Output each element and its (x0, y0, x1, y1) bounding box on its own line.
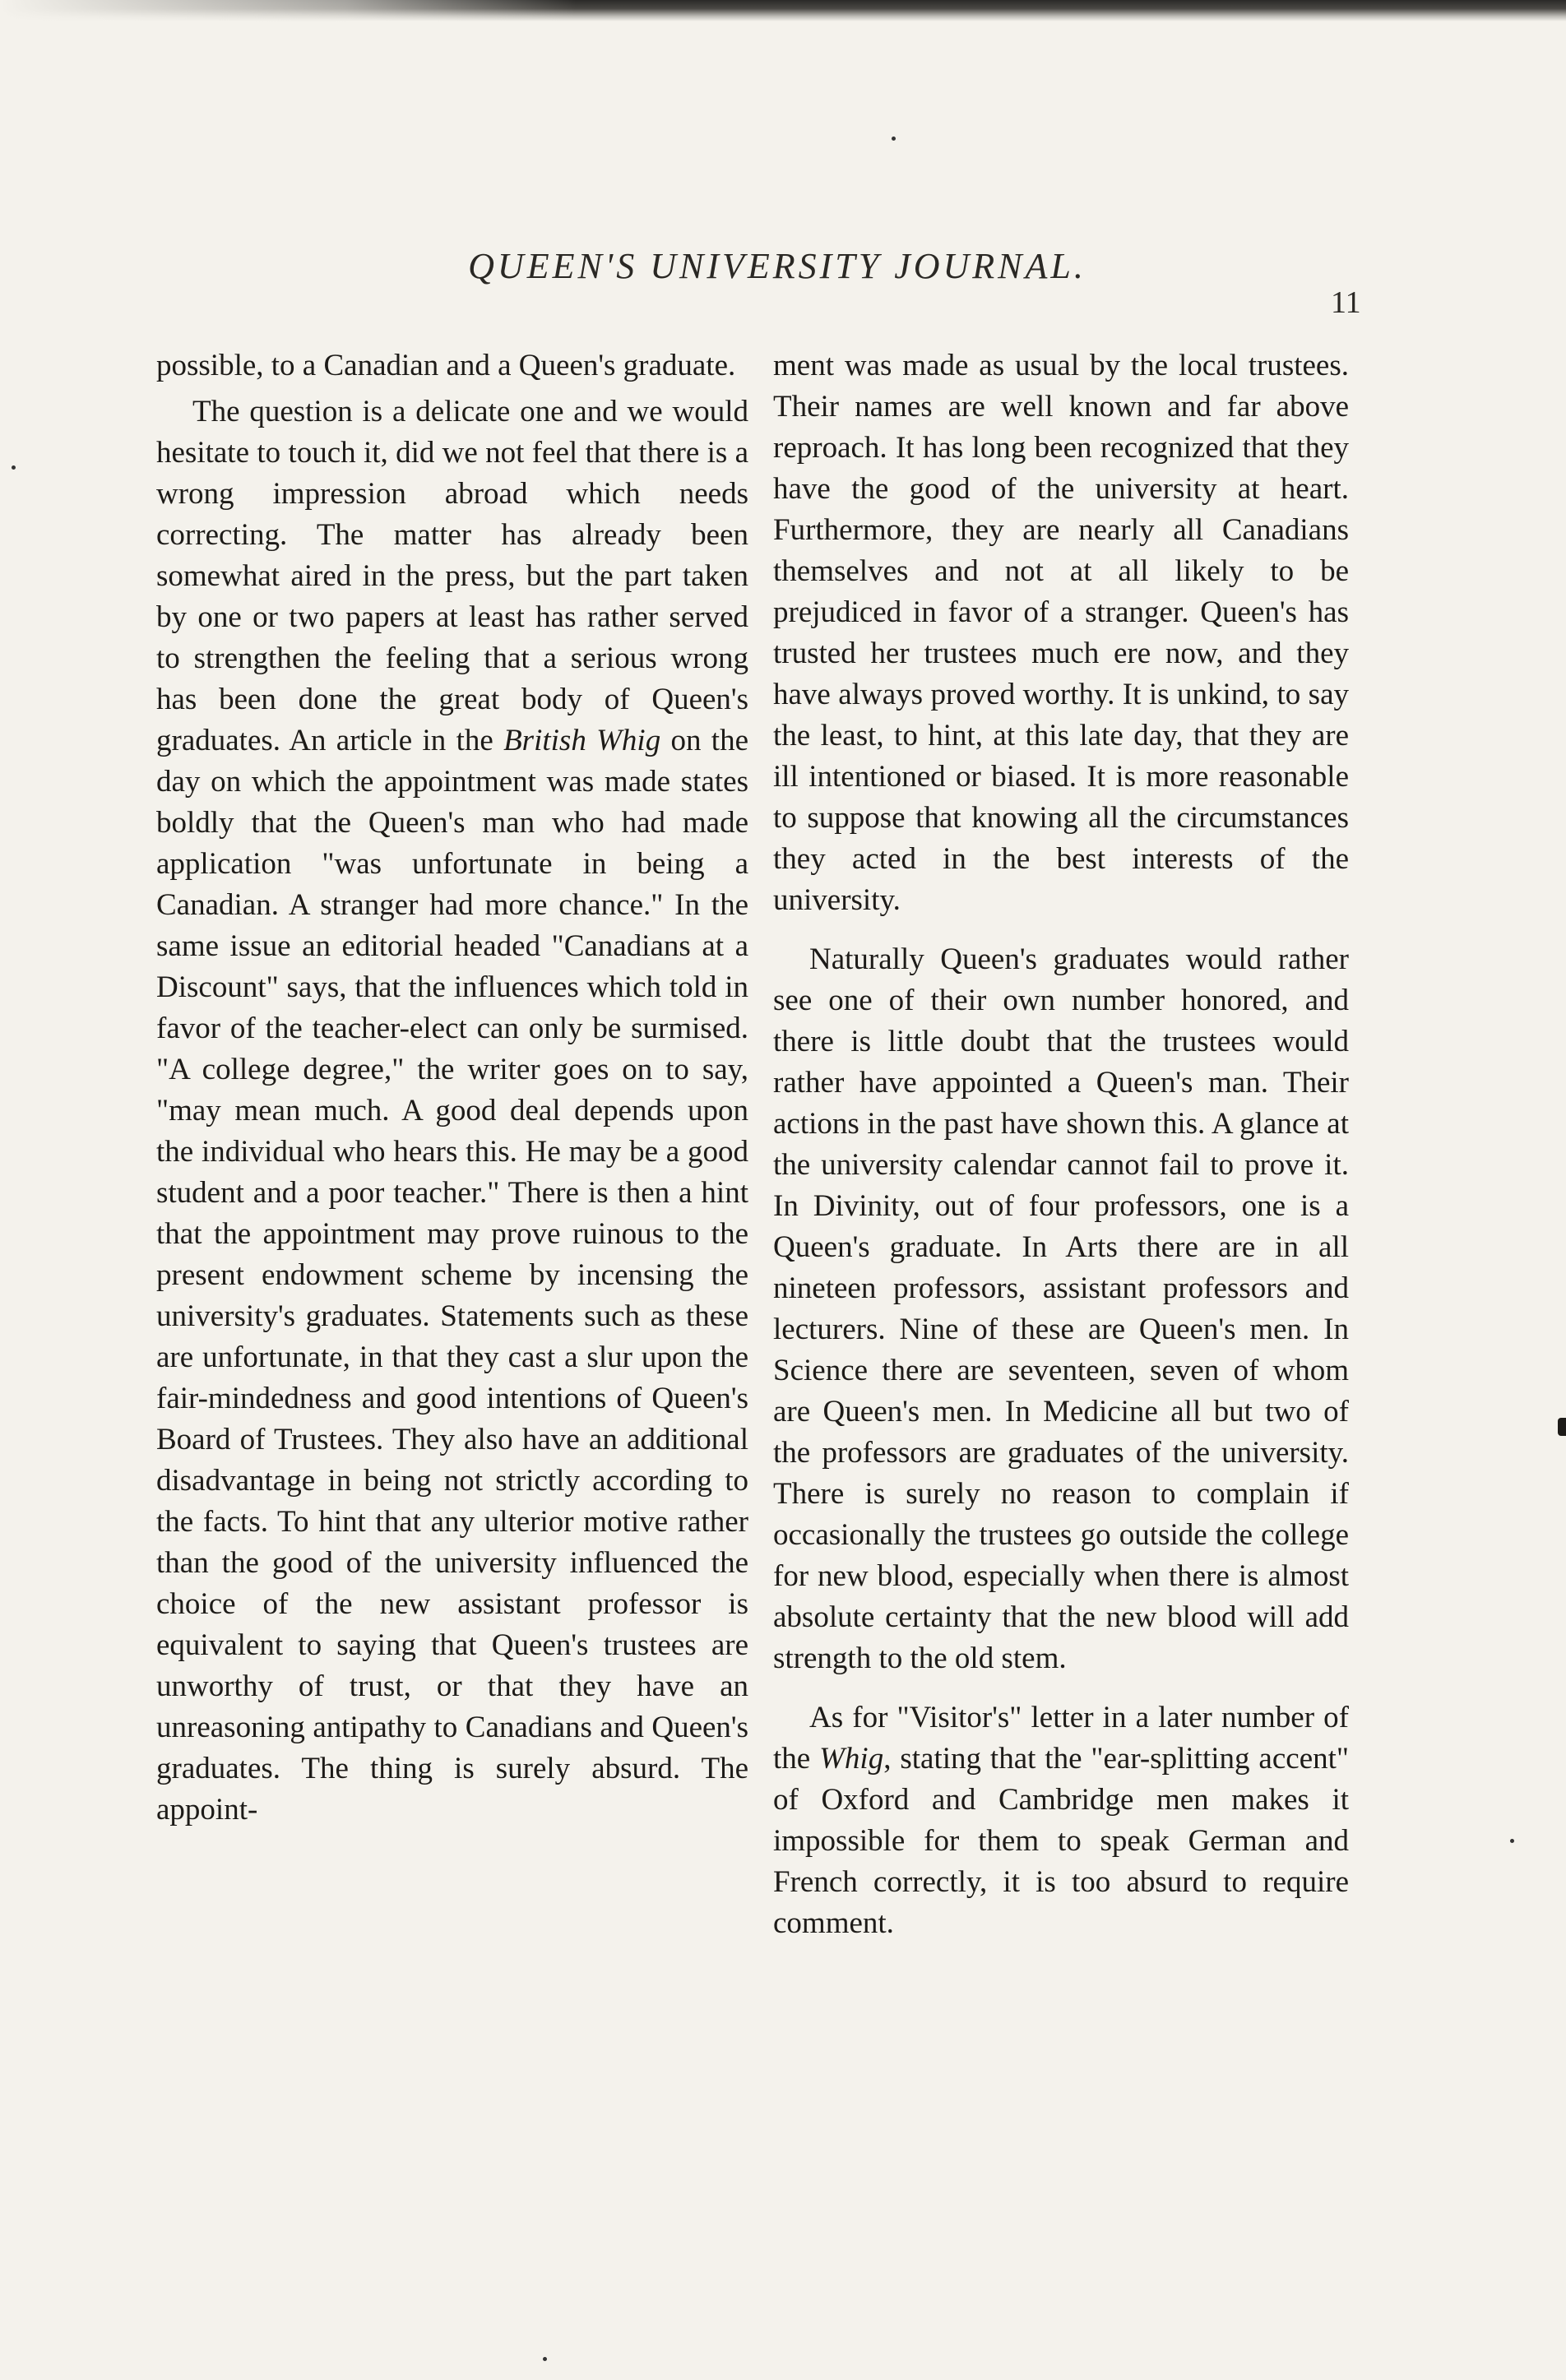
right-paragraph-3-part-b: , stating that the "ear-splitting accent" of Oxford and Cambridge men makes it impossible for them to speak German and French correctly, it is too absurd to require comment. (773, 1742, 1350, 1940)
speck-mark (892, 137, 896, 141)
left-paragraph-1: possible, to a Canadian and a Queen's graduate. (156, 349, 736, 382)
running-title: QUEEN'S UNIVERSITY JOURNAL. (468, 246, 1086, 286)
edge-tab-mark (1558, 1418, 1566, 1436)
right-paragraph-2: Naturally Queen's graduates would rather see one of their own number honored, and there is little doubt that the trustees would rather have appointed a Queen's man. Their actions in the past have shown this. A glance at the university calendar cannot fail to prove it. In Divinity, out of four professors, one is a Queen's graduate. In Arts there are in all nineteen professors, assistant professors and lecturers. Nine of these are Queen's men. In Science there are seventeen, seven of whom are Queen's men. In Medicine all but two of the professors are graduates of the university. There is surely no reason to complain if occasionally the trustees go outside the college for new blood, especially when there is almost absolute certainty that the new blood will add strength to the old stem. (773, 942, 1349, 1675)
newspaper-title-whig: Whig (819, 1742, 884, 1776)
right-paragraph-1: ment was made as usual by the local trustees. Their names are well known and far above reproach. It has long been recognized that they have the good of the university at heart. Furthermore, they are nearly all Canadians themselves and not at all likely to be prejudiced in favor of a stranger. Queen's has trusted her trustees much ere now, and they have always proved worthy. It is unkind, to say the least, to hint, at this late day, that they are ill intentioned or biased. It is more reasonable to suppose that knowing all the circumstances they acted in the best interests of the university. (773, 349, 1349, 917)
page-top-edge-fade (0, 0, 576, 21)
speck-mark (543, 2357, 547, 2361)
right-paragraph-3 (773, 1697, 1349, 1944)
newspaper-title-british-whig: British Whig (503, 724, 661, 757)
speck-mark (1510, 1839, 1514, 1843)
left-paragraph-2-part-b: on the day on which the appointment was made states boldly that the Queen's man who had made application "was unfortunate in being a Canadian. A stranger had more chance." In the same issue an editorial headed "Canadians at a Discount" says, that the influences which told in favor of the teacher-elect can only be surmised. "A college degree," the writer goes on to say, "may mean much. A good deal depends upon the individual who hears this. He may be a good student and a poor teacher." There is then a hint that the appointment may prove ruinous to the present endowment scheme by incensing the university's graduates. Statements such as these are unfortunate, in that they cast a slur upon the fair-mindedness and good intentions of Queen's Board of Trustees. They also have an additional disadvantage in being not strictly according to the facts. To hint that any ulterior motive rather than the good of the university influenced the choice of the new assistant professor is equivalent to saying that Queen's trustees are unworthy of trust, or that they have an unreasoning antipathy to Canadians and Queen's graduates. The thing is surely absurd. The appoint- (156, 724, 749, 1827)
speck-mark (12, 465, 16, 470)
page-number: 11 (1331, 285, 1361, 320)
left-column (156, 345, 748, 1831)
right-paragraph-3-part-a: As for "Visitor's" letter in a later number of the (773, 1701, 1349, 1776)
right-column (773, 345, 1349, 1944)
left-paragraph-2-part-a: The question is a delicate one and we would hesitate to touch it, did we not feel that there is a wrong impression abroad which needs correcting. The matter has already been somewhat aired in the press, but the part taken by one or two papers at least has rather served to strengthen the feeling that a serious wrong has been done the great body of Queen's graduates. An article in the (156, 395, 748, 757)
left-paragraph-2 (156, 391, 748, 1831)
